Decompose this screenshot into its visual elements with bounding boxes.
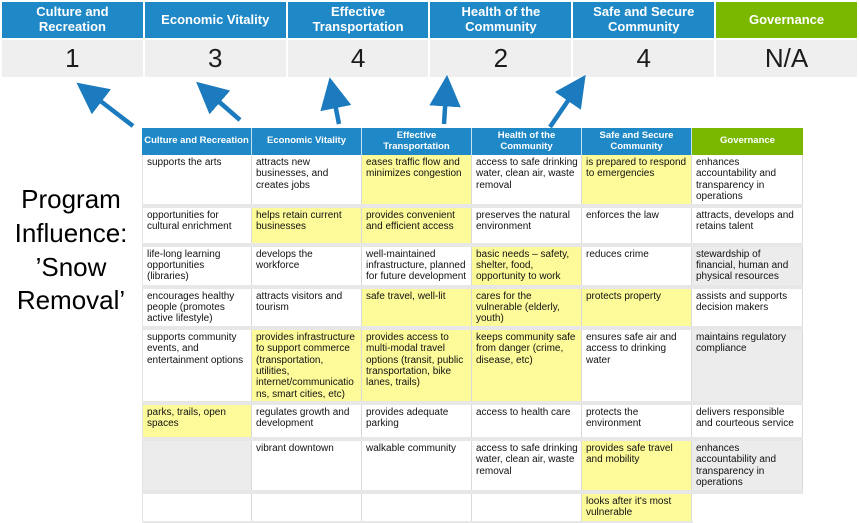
matrix-row xyxy=(142,330,803,401)
matrix-cell: encourages healthy people (promotes active lifestyle) xyxy=(142,289,252,326)
matrix-row xyxy=(142,441,803,490)
matrix-cell xyxy=(142,441,252,490)
matrix-row xyxy=(142,405,803,437)
matrix-cell: attracts new businesses, and creates jobs xyxy=(252,155,362,204)
matrix-cell: parks, trails, open spaces xyxy=(142,405,252,437)
scoreboard-header-economic-vitality: Economic Vitality xyxy=(145,2,286,38)
matrix-header-health-of-the-community: Health of the Community xyxy=(472,128,582,155)
program-title-line: Program xyxy=(21,184,121,214)
matrix-header-effective-transportation: Effective Transportation xyxy=(362,128,472,155)
matrix-cell: provides access to multi-modal travel options (transit, public transportation, bike lanes, trails) xyxy=(362,330,472,401)
scoreboard-score-row xyxy=(2,40,857,77)
matrix-cell xyxy=(362,494,472,521)
matrix-cell: maintains regulatory compliance xyxy=(692,330,803,401)
arrow-icon xyxy=(90,93,133,126)
table-bottom-border xyxy=(142,521,693,523)
matrix-cell: preserves the natural environment xyxy=(472,208,582,243)
matrix-cell: assists and supports decision makers xyxy=(692,289,803,326)
matrix-cell: eases traffic flow and minimizes congestion xyxy=(362,155,472,204)
arrow-icon xyxy=(333,94,339,124)
matrix-cell: keeps community safe from danger (crime, disease, etc) xyxy=(472,330,582,401)
program-title-line: Removal’ xyxy=(16,285,126,316)
matrix-header-governance: Governance xyxy=(692,128,803,155)
scoreboard-header-governance: Governance xyxy=(716,2,857,38)
matrix-cell: vibrant downtown xyxy=(252,441,362,490)
scoreboard-header-row xyxy=(2,2,857,38)
matrix-cell: provides convenient and efficient access xyxy=(362,208,472,243)
matrix-cell: enhances accountability and transparency in operations xyxy=(692,441,803,490)
matrix-header-culture-and-recreation: Culture and Recreation xyxy=(142,128,252,155)
score-value-economic-vitality: 3 xyxy=(145,40,286,77)
matrix-cell: provides safe travel and mobility xyxy=(582,441,692,490)
score-value-effective-transportation: 4 xyxy=(288,40,429,77)
scoreboard-header-safe-and-secure-community: Safe and Secure Community xyxy=(573,2,714,38)
matrix-cell: cares for the vulnerable (elderly, youth) xyxy=(472,289,582,326)
program-title-line: ’Snow xyxy=(35,251,107,282)
matrix-cell: enforces the law xyxy=(582,208,692,243)
arrow-icon xyxy=(209,93,240,120)
arrow-icon xyxy=(444,92,446,124)
matrix-cell xyxy=(692,494,803,521)
matrix-body xyxy=(142,155,803,523)
matrix-cell: supports community events, and entertainment options xyxy=(142,330,252,401)
matrix-cell: protects property xyxy=(582,289,692,326)
matrix-cell: access to health care xyxy=(472,405,582,437)
matrix-cell: is prepared to respond to emergencies xyxy=(582,155,692,204)
matrix-cell: provides infrastructure to support commerce (transportation, utilities, internet/communications, smart cities, etc) xyxy=(252,330,362,401)
scoreboard-header-health-of-the-community: Health of the Community xyxy=(430,2,571,38)
score-value-governance: N/A xyxy=(716,40,857,77)
matrix-cell: protects the environment xyxy=(582,405,692,437)
matrix-cell: well-maintained infrastructure, planned for future development xyxy=(362,247,472,285)
matrix-cell: access to safe drinking water, clean air, waste removal xyxy=(472,441,582,490)
matrix-cell: supports the arts xyxy=(142,155,252,204)
matrix-cell: helps retain current businesses xyxy=(252,208,362,243)
score-value-culture-and-recreation: 1 xyxy=(2,40,143,77)
matrix-cell xyxy=(142,494,252,521)
matrix-cell: ensures safe air and access to drinking water xyxy=(582,330,692,401)
matrix-header-safe-and-secure-community: Safe and Secure Community xyxy=(582,128,692,155)
score-value-health-of-the-community: 2 xyxy=(430,40,571,77)
matrix-cell: stewardship of financial, human and physical resources xyxy=(692,247,803,285)
matrix-row xyxy=(142,289,803,326)
matrix-cell: delivers responsible and courteous service xyxy=(692,405,803,437)
matrix-header-row xyxy=(142,128,803,155)
priority-matrix xyxy=(142,128,803,523)
matrix-cell: develops the workforce xyxy=(252,247,362,285)
score-value-safe-and-secure-community: 4 xyxy=(573,40,714,77)
matrix-cell: provides adequate parking xyxy=(362,405,472,437)
matrix-cell: basic needs – safety, shelter, food, opportunity to work xyxy=(472,247,582,285)
matrix-cell xyxy=(472,494,582,521)
scoreboard-header-effective-transportation: Effective Transportation xyxy=(288,2,429,38)
matrix-cell: walkable community xyxy=(362,441,472,490)
matrix-cell: attracts visitors and tourism xyxy=(252,289,362,326)
matrix-cell: safe travel, well-lit xyxy=(362,289,472,326)
matrix-cell xyxy=(252,494,362,521)
matrix-row xyxy=(142,494,803,521)
matrix-header-economic-vitality: Economic Vitality xyxy=(252,128,362,155)
matrix-cell: reduces crime xyxy=(582,247,692,285)
matrix-cell: access to safe drinking water, clean air, waste removal xyxy=(472,155,582,204)
program-influence-title xyxy=(2,183,140,318)
matrix-cell: regulates growth and development xyxy=(252,405,362,437)
matrix-cell: life-long learning opportunities (libraries) xyxy=(142,247,252,285)
matrix-cell: opportunities for cultural enrichment xyxy=(142,208,252,243)
matrix-row xyxy=(142,155,803,204)
matrix-cell: enhances accountability and transparency in operations xyxy=(692,155,803,204)
matrix-cell: looks after it's most vulnerable xyxy=(582,494,692,521)
matrix-row xyxy=(142,247,803,285)
scoreboard-header-culture-and-recreation: Culture and Recreation xyxy=(2,2,143,38)
matrix-row xyxy=(142,208,803,243)
matrix-cell: attracts, develops and retains talent xyxy=(692,208,803,243)
program-title-line: Influence: xyxy=(14,217,128,248)
arrow-icon xyxy=(550,89,576,127)
